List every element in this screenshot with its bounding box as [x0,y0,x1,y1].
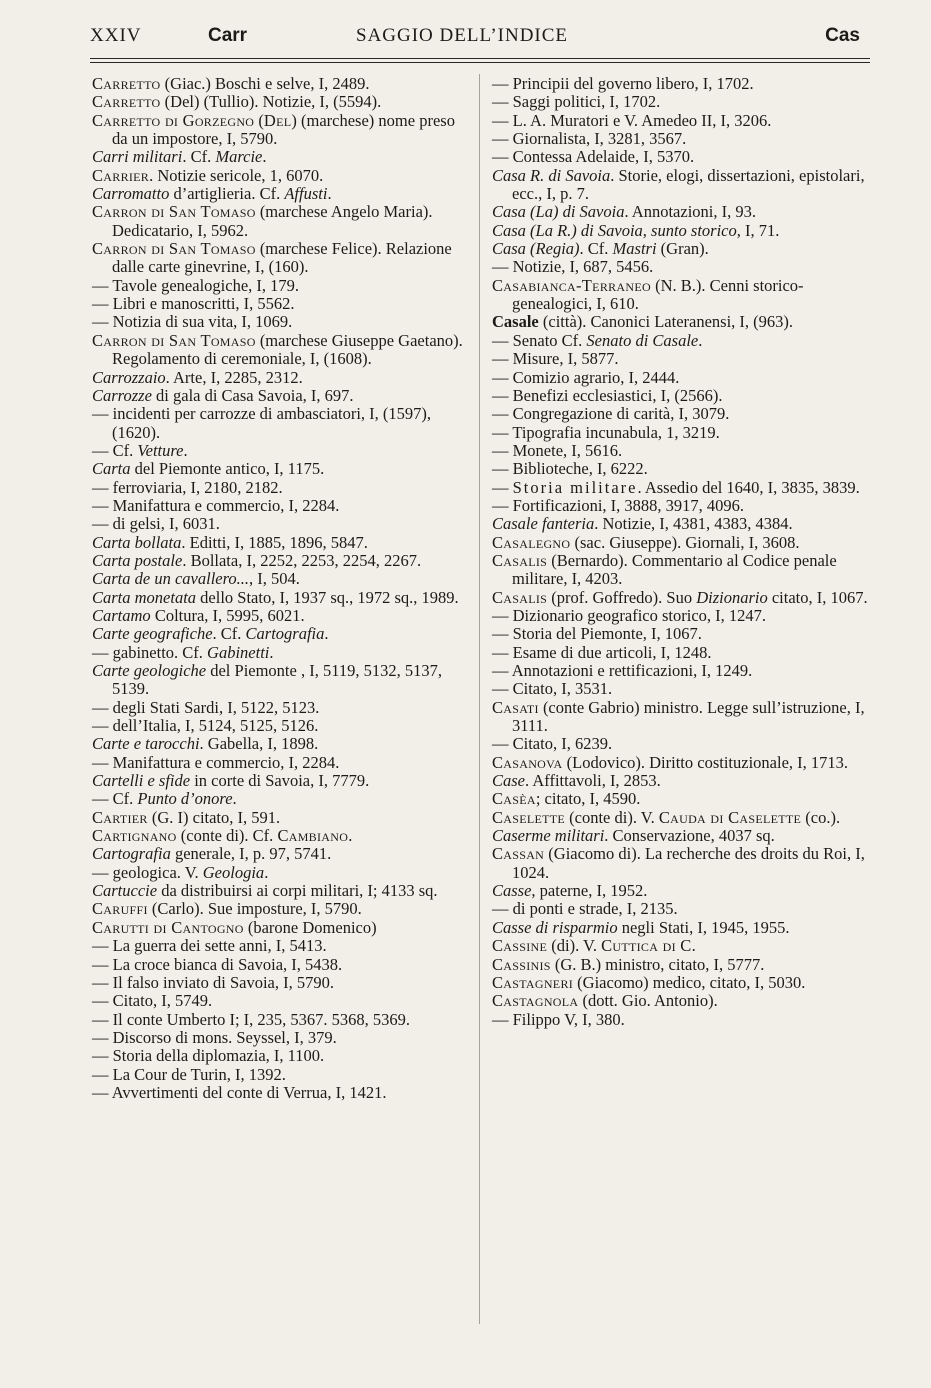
entry-text: Carta postale [92,550,183,570]
entry-text: (Gran). [656,239,709,259]
index-entry [492,900,870,918]
entry-text: — La guerra dei sette anni, I, 5413. [92,936,327,956]
entry-text: Cartelli e sfide [92,771,191,791]
entry-text: Cartamo [92,605,151,625]
entry-text: (città). Canonici Lateranensi, I, (963). [538,312,794,332]
index-entry [92,497,469,515]
entry-text: Carte geografiche [92,624,213,644]
index-entry [492,130,870,148]
entry-text: (Giacomo di). La recherche des droits du Roi, I, 1024. [512,844,870,882]
entry-text: , I, 504. [249,569,300,589]
entry-text: ) (marchese) nome preso da un impostore, I, 5790. [112,110,460,149]
index-entry [492,974,870,992]
index-entry [492,112,870,130]
entry-text: (Carlo). Sue imposture, I, 5790. [147,899,362,919]
entry-text: Caruffi [92,899,148,919]
entry-text: Carrozze [92,385,152,405]
entry-text: . Annotazioni, I, 93. [624,202,756,222]
index-entry [492,772,870,790]
entry-text: (conte Gabrio) ministro. Legge sull’istruzione, I, 3111. [512,697,869,736]
index-entry [92,956,469,974]
index-entry [492,919,870,937]
entry-text: Cassine [492,936,548,956]
entry-text: — Dizionario geografico storico, I, 1247. [492,605,767,625]
entry-text: Carretto [92,74,161,93]
entry-text: — Manifattura e commercio, I, 2284. [92,495,340,515]
index-entry [92,332,469,369]
index-entry [92,1084,469,1102]
entry-text: Casalis [492,587,548,607]
index-entry [92,313,469,331]
entry-text: Carta monetata [92,587,197,607]
header-rule-thin [90,62,870,63]
entry-text: , I, 71. [736,220,780,240]
entry-text: — Storia del Piemonte, I, 1067. [492,624,702,644]
index-entry [492,167,870,204]
entry-text: — Giornalista, I, 3281, 3567. [492,129,687,149]
entry-text: Carron di San Tomaso [92,202,256,222]
index-entry [92,974,469,992]
entry-text: (marchese Felice). Relazione dalle carte ginevrine, I, (160). [112,239,456,277]
entry-text: Casa (Regia) [492,239,580,259]
entry-text: del Piemonte antico, I, 1175. [130,459,325,479]
entry-text: (sac. Giuseppe). Giornali, I, 3608. [570,532,800,552]
entry-text: — Biblioteche, I, 6222. [492,459,648,479]
entry-text: . [327,184,332,204]
entry-text: Casabianca-Terraneo [492,275,651,295]
index-entry [492,625,870,643]
left-column [92,75,469,1102]
entry-text: — Notizie, I, 687, 5456. [492,257,654,277]
entry-text: . Cf. [182,147,216,167]
index-entry [92,754,469,772]
index-entry [492,277,870,314]
entry-text: — Comizio agrario, I, 2444. [492,367,680,387]
entry-text: . Editti, I, 1885, 1896, 5847. [181,532,368,552]
entry-text: (dott. Gio. Antonio). [578,991,718,1011]
entry-text: (Giac.) Boschi e selve, I, 2489. [160,74,370,93]
header-title: SAGGIO DELL’INDICE [356,25,569,46]
entry-text: Carutti di Cantogno [92,917,244,937]
entry-text: Carta [92,459,131,479]
index-entry [492,460,870,478]
index-entry [492,937,870,955]
entry-text: Cartignano [92,826,177,846]
index-entry [492,313,870,331]
entry-text: Cassinis [492,954,551,974]
entry-text: Cartografia [92,844,171,864]
entry-text: — di ponti e strade, I, 2135. [492,899,678,919]
index-entry [492,222,870,240]
index-entry [492,75,870,93]
entry-text: dello Stato, I, 1937 sq., 1972 sq., 1989. [196,587,459,607]
entry-text: . Bollata, I, 2252, 2253, 2254, 2267. [182,550,422,570]
entry-text: — La Cour de Turin, I, 1392. [92,1064,286,1084]
index-entry [492,882,870,900]
entry-text: . [269,642,274,662]
entry-text: — Avvertimenti del conte di Verrua, I, 1421. [92,1082,387,1102]
entry-text: in corte di Savoia, I, 7779. [190,771,370,791]
index-entry [92,185,469,203]
entry-text: (G. B.) ministro, citato, I, 5777. [550,954,765,974]
entry-text: Carta de un cavallero... [92,569,250,589]
entry-text: Caselette [492,807,566,827]
entry-text: Carrozzaio [92,367,166,387]
entry-text: Affusti [284,184,328,204]
index-entry [92,644,469,662]
index-entry [492,442,870,460]
index-entry [92,1029,469,1047]
entry-text: citato, I, 1067. [767,587,868,607]
entry-text: da distribuirsi ai corpi militari, I; 4133 sq. [157,881,438,901]
entry-text: Casanova [492,752,563,772]
entry-text: (co.). [801,807,841,827]
entry-text: — Contessa Adelaide, I, 5370. [492,147,695,167]
entry-text: . Notizie sericole, 1, 6070. [149,165,324,185]
index-entry [492,956,870,974]
index-entry [492,735,870,753]
entry-text: . [232,789,237,809]
entry-text: — dell’Italia, I, 5124, 5125, 5126. [92,716,319,736]
entry-text: Casa (La) di Savoia [492,202,625,222]
entry-text: Del [263,110,292,130]
entry-text: Storia militare [512,477,638,497]
entry-text: . [183,440,188,460]
entry-text: — Congregazione di carità, I, 3079. [492,404,730,424]
entry-text: (N. B.). Cenni storico-genealogici, I, 610. [512,275,804,314]
index-entry [92,479,469,497]
index-entry [92,717,469,735]
index-entry [492,148,870,166]
entry-text: Casa R. di Savoia [492,165,611,185]
index-entry [92,460,469,478]
index-entry [92,919,469,937]
entry-text: Carte e tarocchi [92,734,200,754]
entry-text: Cuttica di C [601,936,692,956]
index-entry [492,240,870,258]
entry-text: , paterne, I, 1952. [531,881,648,901]
index-entry [92,589,469,607]
entry-text: Carretto di Gorzegno [92,110,255,130]
entry-text: — Annotazioni e rettificazioni, I, 1249. [492,661,753,680]
entry-text: . [262,147,267,167]
entry-text: (prof. Goffredo). Suo [547,587,697,607]
header-left-word: Carr [208,25,248,46]
entry-text: Casale fanteria [492,514,595,534]
index-entry [492,680,870,698]
entry-text: — L. A. Muratori e V. Amedeo II, I, 3206. [492,110,772,130]
index-entry [492,809,870,827]
entry-text: (conte di). V. [565,807,659,827]
entry-text: — di gelsi, I, 6031. [92,514,220,534]
column-divider [479,74,480,1324]
index-entry [492,845,870,882]
index-entry [92,570,469,588]
index-entry [492,754,870,772]
header-rule-thick [90,58,870,59]
entry-text: Casse [492,881,532,901]
entry-text: . Notizie, I, 4381, 4383, 4384. [594,514,793,534]
index-entry [492,644,870,662]
entry-text: Casati [492,697,539,717]
entry-text: — [492,477,513,497]
entry-text: — Citato, I, 3531. [492,679,613,699]
entry-text: — Libri e manoscritti, I, 5562. [92,294,295,314]
entry-text: (Bernardo). Commentario al Codice penale militare, I, 4203. [512,550,841,589]
entry-text: ( [254,110,264,130]
entry-text: (Giacomo) medico, citato, I, 5030. [573,972,806,992]
index-entry [492,534,870,552]
entry-text: ; citato, I, 4590. [535,789,641,809]
entry-text: — gabinetto. Cf. [92,642,208,662]
index-entry [92,369,469,387]
entry-text: — Citato, I, 5749. [92,991,213,1011]
entry-text: — La croce bianca di Savoia, I, 5438. [92,954,343,974]
entry-text: — Manifattura e commercio, I, 2284. [92,752,340,772]
index-entry [92,148,469,166]
index-entry [492,515,870,533]
index-entry [492,479,870,497]
entry-text: — Benefizi ecclesiastici, I, (2566). [492,385,723,405]
entry-text: — Filippo V, I, 380. [492,1009,625,1029]
entry-text: Carta bollata [92,532,182,552]
index-entry [492,790,870,808]
entry-text: — Tavole genealogiche, I, 179. [92,275,300,295]
index-entry [92,809,469,827]
entry-text: — Principii del governo libero, I, 1702. [492,74,754,93]
entry-text: Casa (La R.) di Savoia, sunto storico [492,220,737,240]
entry-text: Cauda di Caselette [658,807,802,827]
index-entry [92,1011,469,1029]
entry-text: . Cf. [212,624,246,644]
entry-text: — Notizia di sua vita, I, 1069. [92,312,293,332]
index-entry [492,589,870,607]
running-header [90,24,870,54]
entry-text: Castagnola [492,991,579,1011]
entry-text: Carron di San Tomaso [92,330,256,350]
entry-text: di gala di Casa Savoia, I, 697. [151,385,354,405]
header-right-word: Cas [825,25,860,46]
entry-text: . [324,624,329,644]
entry-text: . Affittavoli, I, 2853. [525,771,661,791]
entry-text: Cassan [492,844,545,864]
index-entry [92,607,469,625]
entry-text: Caserme militari [492,826,605,846]
index-entry [492,992,870,1010]
index-entry [92,405,469,442]
index-entry [92,735,469,753]
index-entry [492,662,870,680]
entry-text: Cambiano [277,826,349,846]
index-entry [492,387,870,405]
entry-text: — ferroviaria, I, 2180, 2182. [92,477,283,497]
index-entry [92,900,469,918]
index-entry [92,772,469,790]
entry-text: Casalis [492,550,548,570]
entry-text: (marchese Angelo Maria). Dedicatario, I, 5962. [112,202,437,240]
page-number: XXIV [90,25,142,46]
entry-text: Carron di San Tomaso [92,239,256,259]
right-column [492,75,870,1029]
index-entry [492,1011,870,1029]
index-entry [92,112,469,149]
entry-text: generale, I, p. 97, 5741. [170,844,332,864]
entry-text: Carretto [92,92,161,112]
index-entry [92,827,469,845]
index-entry [492,827,870,845]
entry-text: Cartier [92,807,148,827]
entry-text: — Saggi politici, I, 1702. [492,92,661,112]
index-entry [92,625,469,643]
entry-text: Vetture [137,440,184,460]
entry-text: d’artiglieria. Cf. [169,184,285,204]
index-entry [92,882,469,900]
entry-text: Punto d’onore [137,789,233,809]
entry-text: Dizionario [696,587,768,607]
entry-text: . [348,826,353,846]
index-entry [92,864,469,882]
entry-text: (conte di). Cf. [176,826,278,846]
entry-text: Senato di Casale [586,330,699,350]
index-entry [92,295,469,313]
entry-text: Casse di risparmio [492,917,618,937]
index-entry [92,552,469,570]
entry-text: — degli Stati Sardi, I, 5122, 5123. [92,697,320,717]
entry-text: (barone Domenico) [243,917,377,937]
entry-text: Marcie [215,147,263,167]
entry-text: Casèa [492,789,536,809]
index-entry [92,167,469,185]
index-entry [92,845,469,863]
entry-text: . [264,862,269,882]
index-entry [492,332,870,350]
index-entry [92,992,469,1010]
index-entry [492,607,870,625]
entry-text: . Cf. [579,239,613,259]
entry-text: Geologia [202,862,265,882]
index-entry [492,497,870,515]
entry-text: — geologica. V. [92,862,203,882]
entry-text: negli Stati, I, 1945, 1955. [617,917,790,937]
entry-text: . [691,936,696,956]
entry-text: — Il conte Umberto I; I, 235, 5367. 5368, 5369. [92,1009,411,1029]
entry-text: — Senato Cf. [492,330,587,350]
index-entry [492,93,870,111]
entry-text: Casale [492,312,539,332]
index-entry [492,369,870,387]
entry-text: — Il falso inviato di Savoia, I, 5790. [92,972,334,992]
index-entry [92,277,469,295]
entry-text: . [698,330,703,350]
index-entry [92,75,469,93]
entry-text: (Lodovico). Diritto costituzionale, I, 1713. [562,752,849,772]
index-entry [492,699,870,736]
index-entry [92,699,469,717]
index-entry [92,1047,469,1065]
entry-text: . Conservazione, 4037 sq. [604,826,775,846]
index-entry [92,240,469,277]
entry-text: Cartuccie [92,881,158,901]
entry-text: Casalegno [492,532,571,552]
index-entry [492,405,870,423]
index-entry [492,350,870,368]
entry-text: Gabinetti [207,642,270,662]
entry-text: — Misure, I, 5877. [492,349,619,369]
entry-text: (G. I) citato, I, 591. [147,807,281,827]
entry-text: Coltura, I, 5995, 6021. [150,605,305,625]
entry-text: Mastri [612,239,657,259]
index-entry [92,203,469,240]
index-entry [92,515,469,533]
entry-text: — Monete, I, 5616. [492,440,623,460]
index-entry [92,937,469,955]
entry-text: Carte geologiche [92,661,207,680]
index-entry [92,790,469,808]
entry-text: . Arte, I, 2285, 2312. [165,367,303,387]
entry-text: Carrier [92,165,150,185]
index-entry [492,258,870,276]
index-entry [492,552,870,589]
index-entry [92,442,469,460]
entry-text: (di). V. [547,936,602,956]
entry-text: Carri militari [92,147,183,167]
entry-text: del Piemonte , I, 5119, 5132, 5137, 5139. [112,661,447,699]
entry-text: . Storie, elogi, dissertazioni, epistolari, ecc., I, p. 7. [512,165,869,204]
index-entry [92,1066,469,1084]
index-entry [92,534,469,552]
entry-text: . Gabella, I, 1898. [199,734,319,754]
entry-text: — Storia della diplomazia, I, 1100. [92,1046,325,1066]
entry-text: Carromatto [92,184,170,204]
index-entry [92,93,469,111]
entry-text: — Discorso di mons. Seyssel, I, 379. [92,1027,337,1047]
index-entry [92,387,469,405]
index-entry [492,424,870,442]
entry-text: — Cf. [92,440,138,460]
entry-text: — Citato, I, 6239. [492,734,613,754]
entry-text: — Cf. [92,789,138,809]
entry-text: — Esame di due articoli, I, 1248. [492,642,712,662]
entry-text: Cartografia [245,624,325,644]
entry-text: — Tipografia incunabula, 1, 3219. [492,422,720,442]
entry-text: — Fortificazioni, I, 3888, 3917, 4096. [492,495,745,515]
entry-text: Case [492,771,525,791]
entry-text: Castagneri [492,972,574,992]
index-entry [492,203,870,221]
entry-text: — incidenti per carrozze di ambasciatori, I, (1597), (1620). [92,404,436,442]
entry-text: (marchese Giuseppe Gaetano). Regolamento di ceremoniale, I, (1608). [112,330,467,369]
entry-text: . Assedio del 1640, I, 3835, 3839. [637,477,860,497]
entry-text: (Del) (Tullio). Notizie, I, (5594). [160,92,382,112]
index-entry [92,662,469,699]
